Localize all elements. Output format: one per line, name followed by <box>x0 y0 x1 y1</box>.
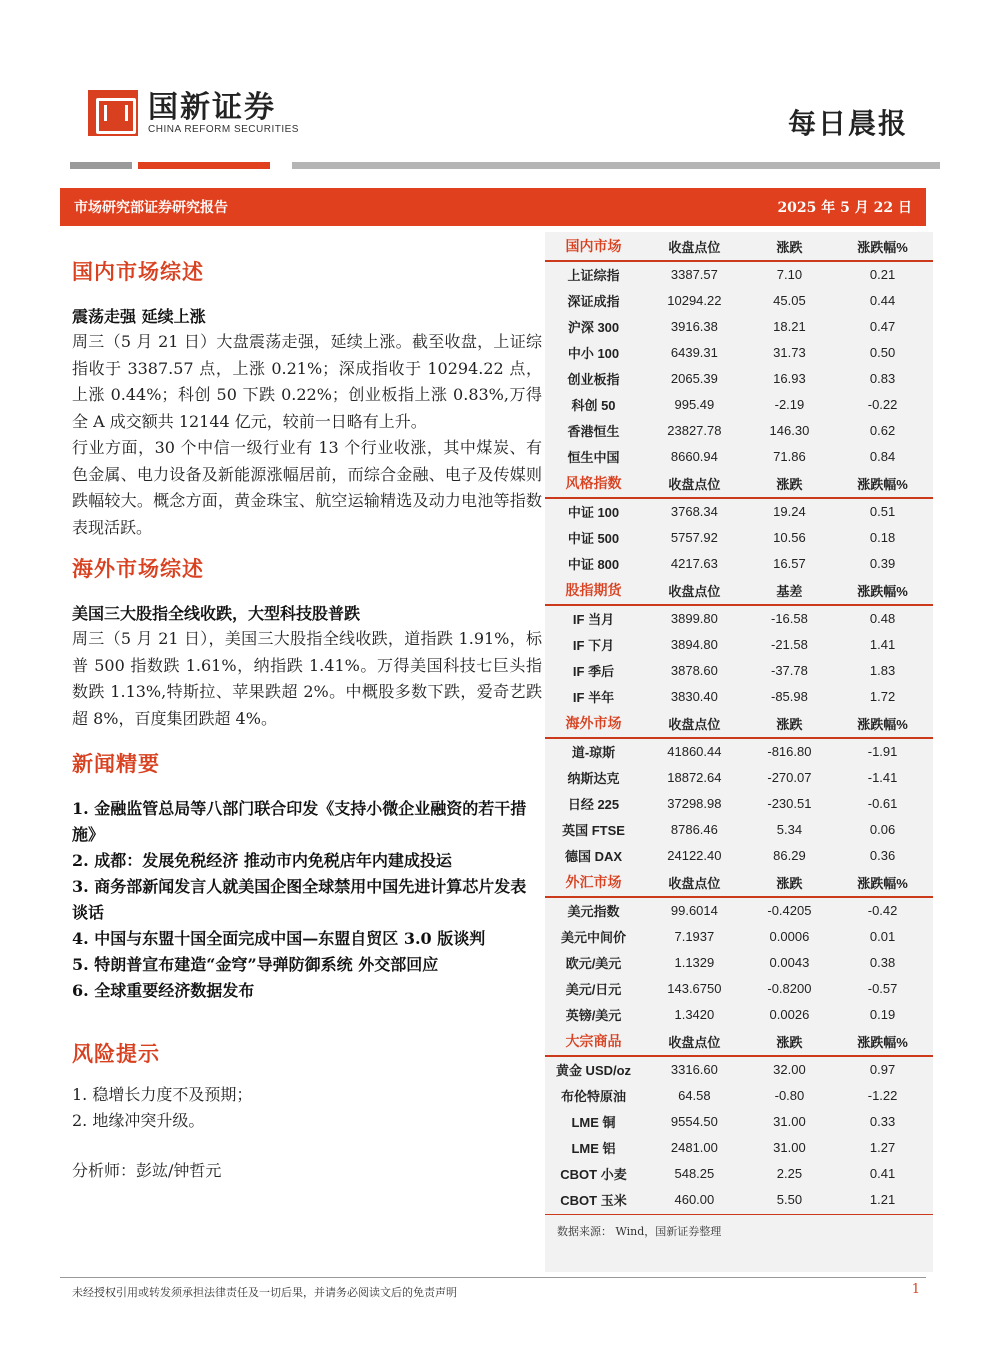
table-cell: 995.49 <box>674 396 715 412</box>
table-column-header: 收盘点位 <box>642 1027 747 1056</box>
risk-section-title: 风险提示 <box>72 1041 160 1066</box>
table-cell: 0.0043 <box>769 954 810 970</box>
table-row <box>545 949 933 975</box>
table-row <box>545 897 933 923</box>
table-row-label: 欧元/美元 <box>565 955 622 971</box>
table-column-header: 涨跌 <box>747 868 832 897</box>
table-row <box>545 975 933 1001</box>
table-cell: -816.80 <box>767 744 812 759</box>
table-row <box>545 842 933 868</box>
table-cell: 16.57 <box>773 555 806 571</box>
table-cell: 0.21 <box>869 267 896 282</box>
table-row <box>545 1056 933 1082</box>
table-cell: -2.19 <box>774 396 805 412</box>
market-table <box>545 868 933 1027</box>
table-cell: 2481.00 <box>670 1139 718 1155</box>
table-cell: 71.86 <box>773 448 806 464</box>
logo-en-text: CHINA REFORM SECURITIES <box>148 123 299 135</box>
table-row <box>545 790 933 816</box>
table-row <box>545 524 933 550</box>
table-cell: -0.57 <box>867 980 898 996</box>
table-category-header: 国内市场 <box>545 232 642 261</box>
table-cell: 0.0026 <box>769 1006 810 1022</box>
table-cell: 0.38 <box>869 954 896 970</box>
table-cell: 24122.40 <box>667 847 722 863</box>
table-cell: 0.50 <box>869 344 896 360</box>
table-column-header: 涨跌幅% <box>832 469 933 498</box>
table-row-label: 英镑/美元 <box>565 1007 622 1023</box>
report-type-title: 每日晨报 <box>787 107 908 140</box>
table-cell: 31.00 <box>773 1113 806 1129</box>
market-table <box>545 1027 933 1212</box>
table-cell: 0.97 <box>869 1062 896 1077</box>
table-cell: 460.00 <box>674 1191 715 1207</box>
table-row-label: 上证综指 <box>567 268 620 283</box>
table-cell: 0.06 <box>869 821 896 837</box>
table-cell: 31.73 <box>773 344 806 360</box>
domestic-subtitle: 震荡走强 延续上涨 <box>72 307 206 326</box>
table-cell: -1.22 <box>867 1087 898 1103</box>
logo <box>88 90 299 136</box>
table-row-label: CBOT 小麦 <box>560 1166 627 1182</box>
table-cell: 19.24 <box>773 504 806 519</box>
table-cell: 0.44 <box>869 292 896 308</box>
table-cell: 0.41 <box>869 1165 896 1181</box>
domestic-paragraph-1: 周三（5 月 21 日）大盘震荡走强，延续上涨。截至收盘，上证综指收于 3387.57 点，上涨 0.21%；深成指收于 10294.22 点，上涨 0.44%；科创 50 下跌 0.22%；创业板指上涨 0.83%,万得全 A 成交额共 12144 亿元，较前一日略有上升。 <box>72 332 542 431</box>
table-cell: 0.18 <box>869 529 896 545</box>
news-item: 3. 商务部新闻发言人就美国企图全球禁用中国先进计算芯片发表谈话 <box>72 877 527 922</box>
header-divider-left <box>70 162 132 169</box>
table-row <box>545 683 933 709</box>
table-cell: 5.50 <box>776 1191 803 1207</box>
table-cell: 7.10 <box>776 267 803 282</box>
table-column-header: 涨跌幅% <box>832 1027 933 1056</box>
table-row-label: 创业板指 <box>567 371 620 387</box>
table-cell: 0.47 <box>869 318 896 334</box>
market-table <box>545 232 933 469</box>
table-cell: 18.21 <box>773 318 806 334</box>
table-row-label: 中小 100 <box>567 345 620 361</box>
table-cell: 45.05 <box>773 292 806 308</box>
table-row <box>545 657 933 683</box>
table-header-row <box>545 868 933 897</box>
table-row-label: 科创 50 <box>571 397 616 413</box>
table-cell: 2065.39 <box>670 370 718 386</box>
table-cell: 0.84 <box>869 448 896 464</box>
table-cell: -16.58 <box>770 611 808 626</box>
table-row <box>545 1082 933 1108</box>
banner-department: 市场研究部证券研究报告 <box>74 200 228 216</box>
table-cell: 1.3420 <box>674 1006 715 1022</box>
footer-divider <box>60 1277 926 1278</box>
header-divider-right <box>292 162 940 169</box>
table-header-row <box>545 232 933 261</box>
table-cell: -0.4205 <box>767 903 812 918</box>
table-row-label: 纳斯达克 <box>567 770 620 786</box>
table-column-header: 涨跌 <box>747 1027 832 1056</box>
risk-list <box>72 1082 542 1134</box>
table-column-header: 涨跌 <box>747 232 832 261</box>
table-cell: 18872.64 <box>667 769 722 785</box>
table-cell: 0.33 <box>869 1113 896 1129</box>
table-cell: 1.27 <box>869 1139 896 1155</box>
table-column-header: 收盘点位 <box>642 709 747 738</box>
risk-item: 2. 地缘冲突升级。 <box>72 1111 205 1130</box>
market-table <box>545 469 933 576</box>
table-cell: 16.93 <box>773 370 806 386</box>
table-header-row <box>545 1027 933 1056</box>
table-cell: -0.22 <box>867 396 898 412</box>
table-cell: 1.83 <box>869 662 896 678</box>
table-row-label: CBOT 玉米 <box>560 1192 627 1208</box>
table-column-header: 收盘点位 <box>642 469 747 498</box>
table-row <box>545 1134 933 1160</box>
market-table <box>545 709 933 868</box>
table-cell: 86.29 <box>773 847 806 863</box>
table-column-header: 收盘点位 <box>642 576 747 605</box>
table-header-row <box>545 576 933 605</box>
table-cell: -0.80 <box>774 1087 805 1103</box>
table-cell: 64.58 <box>678 1087 711 1103</box>
table-cell: -85.98 <box>770 688 808 704</box>
table-cell: 3916.38 <box>670 318 718 334</box>
table-column-header: 涨跌幅% <box>832 709 933 738</box>
table-row-label: 中证 100 <box>567 505 620 520</box>
table-cell: 1.41 <box>869 636 896 652</box>
table-row-label: 美元/日元 <box>565 981 622 997</box>
table-cell: 0.39 <box>869 555 896 571</box>
domestic-section-title: 国内市场综述 <box>72 259 204 284</box>
table-cell: 548.25 <box>674 1165 715 1181</box>
table-header-row <box>545 709 933 738</box>
table-cell: -0.61 <box>867 795 898 811</box>
table-cell: 3316.60 <box>670 1062 718 1077</box>
table-cell: 37298.98 <box>667 795 722 811</box>
table-cell: 1.72 <box>869 688 896 704</box>
table-row <box>545 443 933 469</box>
analyst-line: 分析师：彭竑/钟哲元 <box>72 1161 222 1180</box>
table-cell: 23827.78 <box>667 422 722 438</box>
table-cell: 0.51 <box>869 504 896 519</box>
table-column-header: 涨跌 <box>747 709 832 738</box>
table-cell: 7.1937 <box>674 928 715 944</box>
table-cell: 2.25 <box>776 1165 803 1181</box>
header-divider-red <box>138 162 270 169</box>
table-cell: -0.8200 <box>767 980 812 996</box>
overseas-paragraph: 周三（5 月 21 日），美国三大股指全线收跌，道指跌 1.91%，标普 500 指数跌 1.61%，纳指跌 1.41%。万得美国科技七巨头指数跌 1.13%,特斯拉、苹果跌超 2%。中概股多数下跌，爱奇艺跌超 8%，百度集团跌超 4%。 <box>72 629 542 728</box>
table-row-label: IF 半年 <box>572 689 615 705</box>
logo-cn-text: 国新证券 <box>148 89 276 125</box>
table-cell: 3894.80 <box>670 636 718 652</box>
news-list <box>72 796 542 1004</box>
table-row-label: LME 铜 <box>571 1114 616 1130</box>
table-cell: 32.00 <box>773 1062 806 1077</box>
market-table <box>545 576 933 709</box>
table-cell: -1.91 <box>867 744 898 759</box>
table-row-label: 美元中间价 <box>560 929 626 945</box>
table-cell: 31.00 <box>773 1139 806 1155</box>
domestic-paragraph-2: 行业方面，30 个中信一级行业有 13 个行业收涨，其中煤炭、有色金属、电力设备及新能源涨幅居前，而综合金融、电子及传媒则跌幅较大。概念方面，黄金珠宝、航空运输精选及动力电池等指数表现活跃。 <box>72 438 542 537</box>
table-row-label: IF 下月 <box>572 637 615 653</box>
table-row-label: 德国 DAX <box>564 848 623 864</box>
table-header-row <box>545 469 933 498</box>
table-column-header: 涨跌 <box>747 469 832 498</box>
table-row <box>545 339 933 365</box>
left-column <box>72 256 542 1181</box>
table-cell: 0.48 <box>869 611 896 626</box>
page-number: 1 <box>911 1282 920 1297</box>
table-cell: 4217.63 <box>670 555 718 571</box>
table-cell: 8660.94 <box>670 448 718 464</box>
table-cell: 0.36 <box>869 847 896 863</box>
table-cell: 6439.31 <box>670 344 718 360</box>
table-cell: 5.34 <box>776 821 803 837</box>
table-category-header: 大宗商品 <box>545 1027 642 1056</box>
table-cell: 10294.22 <box>667 292 722 308</box>
table-cell: 0.83 <box>869 370 896 386</box>
table-row <box>545 550 933 576</box>
news-item: 5. 特朗普宣布建造“金穹”导弹防御系统 外交部回应 <box>72 955 439 974</box>
table-column-header: 收盘点位 <box>642 232 747 261</box>
news-item: 6. 全球重要经济数据发布 <box>72 981 255 1000</box>
news-item: 1. 金融监管总局等八部门联合印发《支持小微企业融资的若干措施》 <box>72 799 527 844</box>
table-row <box>545 605 933 631</box>
table-row <box>545 816 933 842</box>
table-column-header: 涨跌幅% <box>832 868 933 897</box>
table-row-label: IF 季后 <box>572 663 615 679</box>
table-cell: 5757.92 <box>670 529 718 545</box>
table-cell: 99.6014 <box>670 903 718 918</box>
table-cell: 10.56 <box>773 529 806 545</box>
table-column-header: 基差 <box>747 576 832 605</box>
table-category-header: 风格指数 <box>545 469 642 498</box>
table-row-label: 黄金 USD/oz <box>555 1063 632 1078</box>
table-cell: -0.42 <box>867 903 898 918</box>
table-row <box>545 391 933 417</box>
table-cell: -1.41 <box>867 769 898 785</box>
table-row <box>545 764 933 790</box>
table-row-label: 沪深 300 <box>567 319 620 335</box>
table-row <box>545 1001 933 1027</box>
news-item: 2. 成都：发展免税经济 推动市内免税店年内建成投运 <box>72 851 452 870</box>
table-cell: 41860.44 <box>667 744 722 759</box>
table-cell: -37.78 <box>770 662 808 678</box>
overseas-subtitle: 美国三大股指全线收跌，大型科技股普跌 <box>72 604 361 623</box>
table-row-label: 日经 225 <box>567 796 620 812</box>
table-row <box>545 261 933 287</box>
table-row <box>545 1108 933 1134</box>
table-row-label: 道-琼斯 <box>571 745 616 760</box>
table-row-label: 布伦特原油 <box>560 1088 626 1104</box>
footer-disclaimer: 未经授权引用或转发须承担法律责任及一切后果，并请务必阅读文后的免责声明 <box>72 1286 457 1299</box>
logo-mark-icon <box>88 90 138 136</box>
table-category-header: 海外市场 <box>545 709 642 738</box>
table-cell: 0.01 <box>869 928 896 944</box>
report-banner <box>60 188 926 226</box>
table-cell: 0.19 <box>869 1006 896 1022</box>
news-item: 4. 中国与东盟十国全面完成中国—东盟自贸区 3.0 版谈判 <box>72 929 486 948</box>
table-row <box>545 287 933 313</box>
market-data-panel <box>545 232 933 1272</box>
table-row <box>545 738 933 764</box>
table-cell: 3830.40 <box>670 688 718 704</box>
table-cell: 3768.34 <box>670 504 718 519</box>
table-category-header: 外汇市场 <box>545 868 642 897</box>
table-row <box>545 417 933 443</box>
table-row <box>545 1160 933 1186</box>
table-row-label: 英国 FTSE <box>562 822 625 838</box>
banner-date: 2025 年 5 月 22 日 <box>777 200 912 216</box>
table-cell: 3878.60 <box>670 662 718 678</box>
table-column-header: 收盘点位 <box>642 868 747 897</box>
overseas-section-title: 海外市场综述 <box>72 556 204 581</box>
table-row-label: 香港恒生 <box>567 423 620 439</box>
table-cell: 1.21 <box>869 1191 896 1207</box>
table-cell: -230.51 <box>767 795 812 811</box>
table-row-label: 中证 500 <box>567 530 620 546</box>
table-row <box>545 313 933 339</box>
table-row-label: LME 铝 <box>571 1140 616 1156</box>
table-cell: 0.0006 <box>769 928 810 944</box>
table-cell: 0.62 <box>869 422 896 438</box>
table-row <box>545 923 933 949</box>
data-source-note: 数据来源： Wind，国新证券整理 <box>545 1214 933 1239</box>
table-cell: 143.6750 <box>667 980 722 996</box>
table-row <box>545 631 933 657</box>
table-row <box>545 365 933 391</box>
table-cell: 146.30 <box>769 422 810 438</box>
table-cell: 1.1329 <box>674 954 715 970</box>
table-row-label: IF 当月 <box>572 612 615 627</box>
table-column-header: 涨跌幅% <box>832 232 933 261</box>
table-row-label: 深证成指 <box>567 293 620 309</box>
table-row-label: 美元指数 <box>567 904 620 919</box>
risk-item: 1. 稳增长力度不及预期； <box>72 1085 253 1104</box>
table-row <box>545 498 933 524</box>
table-cell: 3387.57 <box>670 267 718 282</box>
news-section-title: 新闻精要 <box>72 751 160 776</box>
table-cell: 8786.46 <box>670 821 718 837</box>
table-row-label: 恒生中国 <box>567 449 620 465</box>
table-column-header: 涨跌幅% <box>832 576 933 605</box>
table-cell: -270.07 <box>767 769 812 785</box>
table-cell: 9554.50 <box>670 1113 718 1129</box>
table-row-label: 中证 800 <box>567 556 620 572</box>
table-cell: 3899.80 <box>670 611 718 626</box>
table-category-header: 股指期货 <box>545 576 642 605</box>
market-tables <box>545 232 933 1212</box>
table-row <box>545 1186 933 1212</box>
table-cell: -21.58 <box>770 636 808 652</box>
